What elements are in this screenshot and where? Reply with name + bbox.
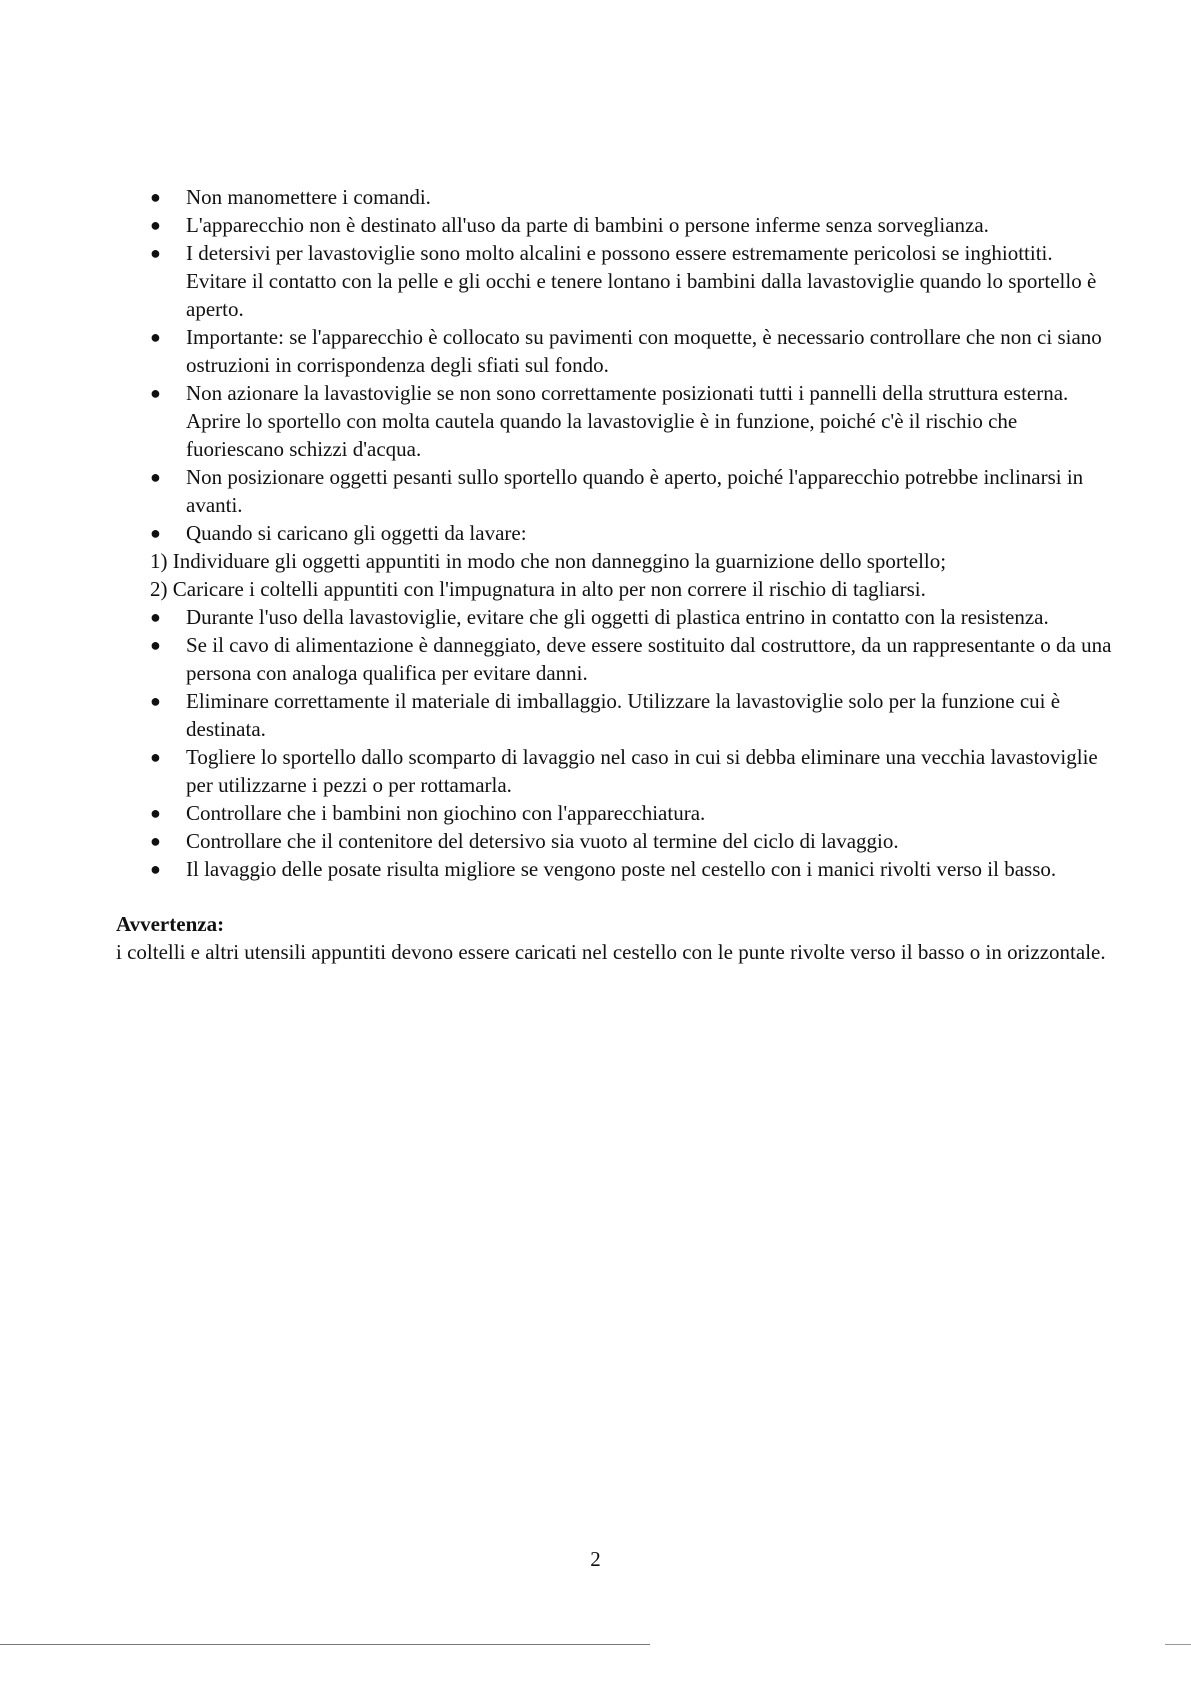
numbered-item-1: 1) Individuare gli oggetti appuntiti in modo che non danneggino la guarnizione dello sportello;	[150, 549, 947, 573]
list-item	[116, 631, 1116, 687]
list-item-text: Importante: se l'apparecchio è collocato su pavimenti con moquette, è necessario controllare che non ci siano ostruzioni in corrispondenza degli sfiati sul fondo.	[186, 325, 1102, 377]
list-item	[116, 799, 1116, 827]
list-item-text: I detersivi per lavastoviglie sono molto alcalini e possono essere estremamente pericolosi se inghiottiti. Evitare il contatto con la pelle e gli occhi e tenere lontano i bambini dalla lavastoviglie quando lo sportello è aperto.	[186, 241, 1097, 321]
bullet-icon: ●	[150, 383, 161, 403]
bullet-icon: ●	[150, 803, 161, 823]
bullet-icon: ●	[150, 635, 161, 655]
bullet-icon: ●	[150, 859, 161, 879]
bullet-list-b	[116, 603, 1116, 883]
bullet-icon: ●	[150, 327, 161, 347]
bullet-icon: ●	[150, 243, 161, 263]
list-item-text: Non manomettere i comandi.	[186, 185, 431, 209]
list-item	[116, 211, 1116, 239]
bullet-icon: ●	[150, 467, 161, 487]
list-item	[116, 855, 1116, 883]
list-item-text: Quando si caricano gli oggetti da lavare:	[186, 521, 527, 545]
list-item-text: Controllare che il contenitore del detersivo sia vuoto al termine del ciclo di lavaggio.	[186, 829, 899, 853]
bullet-icon: ●	[150, 187, 161, 207]
list-item	[116, 239, 1116, 323]
list-item-text: Se il cavo di alimentazione è danneggiato, deve essere sostituito dal costruttore, da un rappresentante o da una persona con analoga qualifica per evitare danni.	[186, 633, 1112, 685]
list-item-text: Non azionare la lavastoviglie se non sono correttamente posizionati tutti i pannelli della struttura esterna. Aprire lo sportello con molta cautela quando la lavastoviglie è in funzione, poiché c'è il rischio che fuoriescano schizzi d'acqua.	[186, 381, 1069, 461]
list-item-text: Il lavaggio delle posate risulta migliore se vengono poste nel cestello con i manici rivolti verso il basso.	[186, 857, 1057, 881]
list-item-text: Non posizionare oggetti pesanti sullo sportello quando è aperto, poiché l'apparecchio potrebbe inclinarsi in avanti.	[186, 465, 1084, 517]
bullet-icon: ●	[150, 831, 161, 851]
numbered-item-2: 2) Caricare i coltelli appuntiti con l'impugnatura in alto per non correre il rischio di tagliarsi.	[150, 577, 926, 601]
list-item	[116, 463, 1116, 519]
list-item	[116, 379, 1116, 463]
page-number: 2	[590, 1547, 601, 1571]
bullet-icon: ●	[150, 747, 161, 767]
warning-title: Avvertenza:	[116, 912, 225, 936]
bullet-icon: ●	[150, 691, 161, 711]
list-item-text: Controllare che i bambini non giochino con l'apparecchiatura.	[186, 801, 706, 825]
bullet-icon: ●	[150, 215, 161, 235]
warning-block	[116, 910, 1116, 966]
list-item-text: Eliminare correttamente il materiale di imballaggio. Utilizzare la lavastoviglie solo per la funzione cui è destinata.	[186, 689, 1061, 741]
footer-rule	[0, 1644, 650, 1645]
bullet-icon: ●	[150, 607, 161, 627]
list-item	[116, 183, 1116, 211]
list-item-text: Togliere lo sportello dallo scomparto di lavaggio nel caso in cui si debba eliminare una vecchia lavastoviglie per utilizzarne i pezzi o per rottamarla.	[186, 745, 1098, 797]
list-item	[116, 827, 1116, 855]
list-item	[116, 743, 1116, 799]
bullet-list-a	[116, 183, 1116, 547]
list-item	[116, 323, 1116, 379]
list-item-text: L'apparecchio non è destinato all'uso da parte di bambini o persone inferme senza sorveglianza.	[186, 213, 989, 237]
list-item-text: Durante l'uso della lavastoviglie, evitare che gli oggetti di plastica entrino in contatto con la resistenza.	[186, 605, 1049, 629]
footer-rule-right	[1165, 1644, 1191, 1645]
bullet-icon: ●	[150, 523, 161, 543]
list-item	[116, 519, 1116, 547]
page-content	[116, 183, 1116, 966]
warning-text: i coltelli e altri utensili appuntiti devono essere caricati nel cestello con le punte rivolte verso il basso o in orizzontale.	[116, 940, 1106, 964]
list-item	[116, 603, 1116, 631]
list-item	[116, 687, 1116, 743]
